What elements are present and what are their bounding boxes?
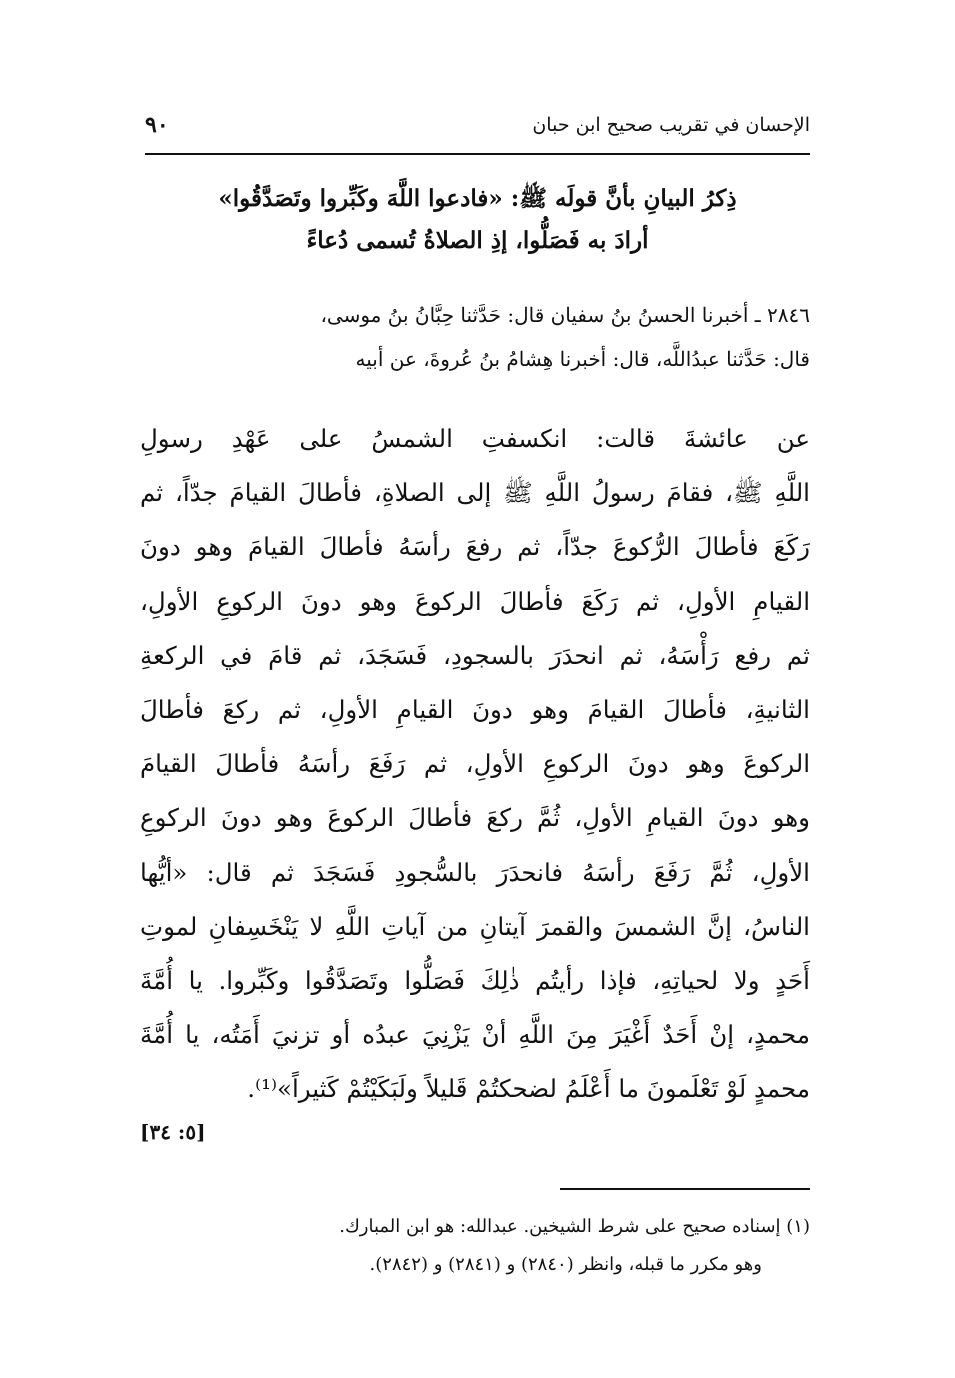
running-title: الإحسان في تقريب صحيح ابن حبان [532, 114, 810, 136]
hadith-line: القيامِ الأولِ، ثم رَكَعَ فأطالَ الركوعَ وهو دونَ الركوعِ الأولِ، [140, 586, 810, 616]
hadith-line: ثم رفع رَأْسَهُ، ثم انحدَرَ بالسجودِ، فَسَجَدَ، ثم قامَ في الركعةِ [140, 640, 810, 670]
hadith-text [140, 412, 810, 1116]
isnad-line-2: قال: حَدَّثنا عبدُاللَّه، قال: أخبرنا هِشامُ بنُ عُروةَ، عن أبيه [355, 347, 810, 371]
footnotes [145, 1208, 810, 1284]
footnote-line-1: (١) إسناده صحيح على شرط الشيخين. عبدالله: هو ابن المبارك. [339, 1216, 810, 1237]
hadith-line: أَحَدٍ ولا لحياتِهِ، فإذا رأيتُم ذٰلِكَ فَصَلُّوا وتَصَدَّقُوا وكَبِّروا. يا أُمَّةَ [140, 965, 810, 995]
hadith-line: عن عائشةَ قالت: انكسفتِ الشمسُ على عَهْدِ رسولِ [140, 424, 810, 453]
hadith-line: الثانيةِ، فأطالَ القيامَ وهو دونَ القيامِ الأولِ، ثم ركعَ فأطالَ [140, 694, 810, 724]
hadith-line: رَكَعَ فأطالَ الرُّكوعَ جدّاً، ثم رفعَ رأسَهُ فأطالَ القيامَ وهو دونَ [140, 532, 810, 562]
chapter-heading-line-2: أرادَ به فَصَلُّوا، إذِ الصلاةُ تُسمى دُعاءً [306, 227, 649, 254]
hadith-line: الناسُ، إنَّ الشمسَ والقمرَ آيتانِ من آياتِ اللَّهِ لا يَنْخَسِفانِ لموتِ [140, 911, 810, 941]
chapter-heading-line-1: ذِكرُ البيانِ بأنَّ قولَه ﷺ: «فادعوا اللَّهَ وكَبِّروا وتَصَدَّقُوا» [218, 185, 737, 212]
footnote-rule [560, 1188, 810, 1190]
hadith-line: اللَّهِ ﷺ، فقامَ رسولُ اللَّهِ ﷺ إلى الصلاةِ، فأطالَ القيامَ جدّاً، ثم [140, 478, 810, 508]
hadith-line: وهو دونَ القيامِ الأولِ، ثُمَّ ركعَ فأطالَ الركوعَ وهو دونَ الركوعِ [140, 803, 810, 833]
isnad-line-1: ٢٨٤٦ ـ أخبرنا الحسنُ بنُ سفيان قال: حَدَّثنا حِبَّانُ بنُ موسى، [320, 303, 810, 327]
hadith-line: محمدٍ لَوْ تَعْلَمونَ ما أَعْلَمُ لضحكتُمْ قَليلاً ولَبَكَيْتُمْ كَثيراً»⁽¹⁾. [247, 1074, 810, 1104]
hadith-isnad [145, 293, 810, 381]
header-rule [145, 153, 810, 155]
page-header [145, 112, 810, 152]
hadith-line: الركوعَ وهو دونَ الركوعِ الأولِ، ثم رَفَعَ رأسَهُ فأطالَ القيامَ [140, 749, 810, 779]
hadith-line: محمدٍ، إنْ أَحَدٌ أَغْيَرَ مِنَ اللَّهِ أنْ يَزْنِيَ عبدُه أو تزنيَ أَمَتُه، يا أُمَّةَ [140, 1020, 810, 1050]
hadith-line: الأولِ، ثُمَّ رَفَعَ رأسَهُ فانحدَرَ بالسُّجودِ فَسَجَدَ ثم قال: «أيُّها [140, 857, 810, 887]
page-number: ٩٠ [145, 112, 169, 138]
footnote-line-2: وهو مكرر ما قبله، وانظر (٢٨٤٠) و (٢٨٤١) و (٢٨٤٢). [369, 1254, 762, 1275]
source-reference: [٥: ٣٤] [140, 1120, 206, 1144]
chapter-heading [145, 178, 810, 262]
